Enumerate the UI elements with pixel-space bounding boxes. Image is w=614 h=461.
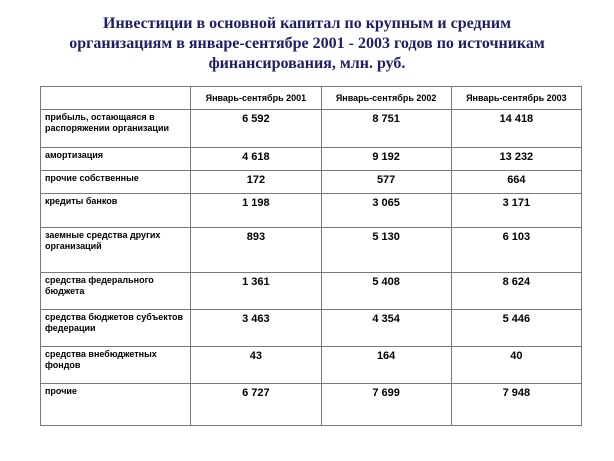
row-label: прочие собственные (41, 171, 191, 194)
cell-value: 3 463 (191, 310, 321, 347)
cell-value: 664 (451, 171, 581, 194)
cell-value: 172 (191, 171, 321, 194)
cell-value: 164 (321, 347, 451, 384)
table-row (41, 171, 582, 194)
row-label: средства бюджетов субъектов федерации (41, 310, 191, 347)
row-label: прочие (41, 384, 191, 426)
cell-value: 8 624 (451, 273, 581, 310)
cell-value: 4 354 (321, 310, 451, 347)
cell-value: 5 130 (321, 228, 451, 273)
table-row (41, 110, 582, 148)
table-header-row (41, 87, 582, 110)
cell-value: 40 (451, 347, 581, 384)
header-empty-cell (41, 87, 191, 110)
cell-value: 9 192 (321, 148, 451, 171)
page-title (0, 14, 614, 74)
row-label: кредиты банков (41, 194, 191, 228)
row-label: прибыль, остающаяся в распоряжении организации (41, 110, 191, 148)
title-line-3: финансирования, млн. руб. (208, 55, 406, 72)
row-label: средства внебюджетных фондов (41, 347, 191, 384)
row-label: заемные средства других организаций (41, 228, 191, 273)
cell-value: 6 727 (191, 384, 321, 426)
cell-value: 13 232 (451, 148, 581, 171)
column-header-2003: Январь-сентябрь 2003 (451, 87, 581, 110)
column-header-2002: Январь-сентябрь 2002 (321, 87, 451, 110)
cell-value: 14 418 (451, 110, 581, 148)
cell-value: 1 361 (191, 273, 321, 310)
table-row (41, 148, 582, 171)
table-row (41, 347, 582, 384)
cell-value: 7 699 (321, 384, 451, 426)
column-header-2001: Январь-сентябрь 2001 (191, 87, 321, 110)
cell-value: 893 (191, 228, 321, 273)
cell-value: 5 446 (451, 310, 581, 347)
cell-value: 577 (321, 171, 451, 194)
row-label: средства федерального бюджета (41, 273, 191, 310)
cell-value: 3 065 (321, 194, 451, 228)
cell-value: 7 948 (451, 384, 581, 426)
cell-value: 1 198 (191, 194, 321, 228)
cell-value: 5 408 (321, 273, 451, 310)
title-line-2: организациям в январе-сентябре 2001 - 2003 годов по источникам (69, 35, 545, 52)
investment-table (40, 86, 582, 426)
table-row (41, 310, 582, 347)
title-line-1: Инвестиции в основной капитал по крупным и средним (103, 15, 511, 32)
cell-value: 6 592 (191, 110, 321, 148)
cell-value: 6 103 (451, 228, 581, 273)
table-row (41, 228, 582, 273)
cell-value: 4 618 (191, 148, 321, 171)
table-row (41, 384, 582, 426)
cell-value: 3 171 (451, 194, 581, 228)
table-row (41, 194, 582, 228)
cell-value: 43 (191, 347, 321, 384)
cell-value: 8 751 (321, 110, 451, 148)
table-row (41, 273, 582, 310)
row-label: амортизация (41, 148, 191, 171)
